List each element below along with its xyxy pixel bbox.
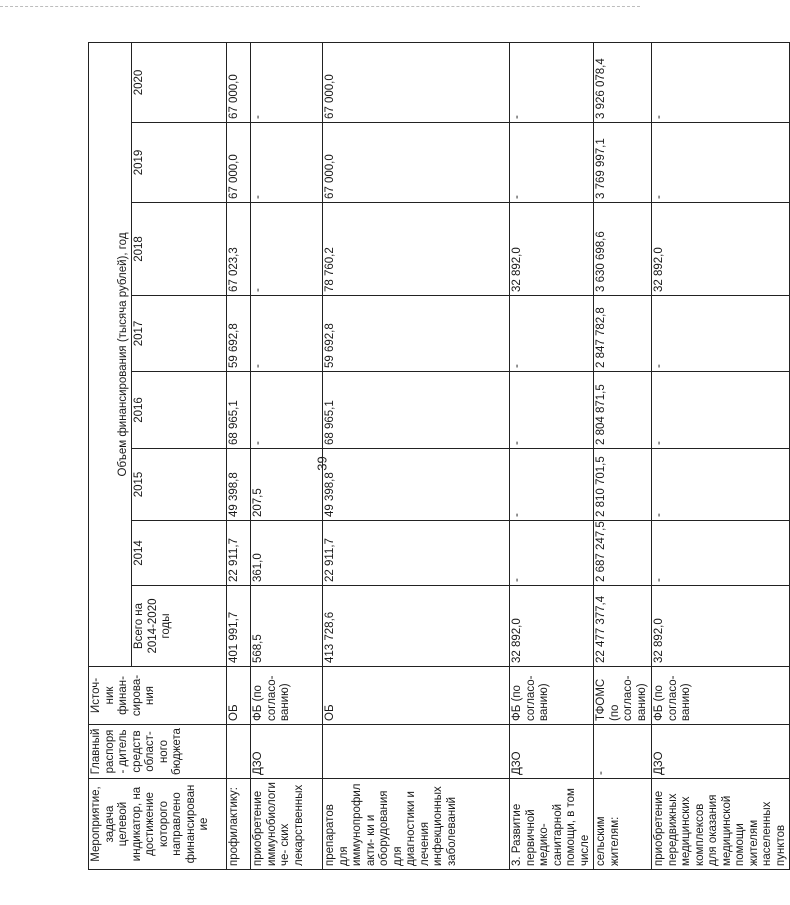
cell-value: 67 000,0 [227, 123, 251, 203]
cell-value: 2 804 871,5 [594, 372, 652, 449]
cell-value: - [652, 296, 790, 372]
table-row [227, 42, 251, 869]
cell-value: 59 692,8 [227, 296, 251, 372]
cell-value: - [251, 203, 323, 296]
cell-value: 2 687 247,5 [594, 521, 652, 586]
cell-value: - [652, 42, 790, 122]
cell-value: - [510, 521, 594, 586]
cell-value: 3 769 997,1 [594, 123, 652, 203]
header-year: 2017 [132, 296, 227, 372]
cell-value: 401 991,7 [227, 586, 251, 667]
cell-activity: приобретение иммунобиологиче- ских лекарственных [251, 779, 323, 870]
cell-value: - [251, 42, 323, 122]
cell-value: 32 892,0 [652, 203, 790, 296]
cell-value: - [251, 123, 323, 203]
page-number: 39 [314, 456, 330, 471]
cell-value: 2 847 782,8 [594, 296, 652, 372]
cell-activity: сельским жителям: [594, 779, 652, 870]
cell-value: 68 965,1 [227, 372, 251, 449]
cell-manager: ДЗО [510, 725, 594, 779]
header-year: 2018 [132, 203, 227, 296]
cell-value: - [251, 372, 323, 449]
financing-table [88, 42, 790, 870]
cell-value: 32 892,0 [510, 586, 594, 667]
header-total: Всего на 2014-2020 годы [132, 586, 227, 667]
cell-value: 32 892,0 [510, 203, 594, 296]
cell-value: 207,5 [251, 449, 323, 521]
cell-manager: - [594, 725, 652, 779]
cell-manager [227, 725, 251, 779]
cell-value: 22 911,7 [227, 521, 251, 586]
cell-value: 22 477 377,4 [594, 586, 652, 667]
cell-value: 67 023,3 [227, 203, 251, 296]
cell-source: ФБ (по согласо- ванию) [510, 667, 594, 725]
table-row [251, 42, 323, 869]
header-manager: Главный распоря- дитель средств област- ного бюджета [89, 725, 227, 779]
cell-value: - [652, 449, 790, 521]
cell-value: 22 911,7 [323, 521, 510, 586]
cell-value: 67 000,0 [323, 42, 510, 122]
table-row [323, 42, 510, 869]
cell-value: - [510, 42, 594, 122]
cell-value: 68 965,1 [323, 372, 510, 449]
cell-activity: профилактику: [227, 779, 251, 870]
cell-value: 3 630 698,6 [594, 203, 652, 296]
cell-value: 32 892,0 [652, 586, 790, 667]
cell-source: ФБ (по согласо- ванию) [652, 667, 790, 725]
cell-value: 568,5 [251, 586, 323, 667]
cell-source: ОБ [323, 667, 510, 725]
header-source: Источ- ник финан- сирова- ния [89, 667, 227, 725]
cell-value: - [652, 123, 790, 203]
cell-value: 361,0 [251, 521, 323, 586]
cell-activity: приобретение передвижных медицинских комплексов для оказания медицинской помощи жителям населенных пунктов [652, 779, 790, 870]
cell-manager: ДЗО [251, 725, 323, 779]
cell-value: 49 398,8 [227, 449, 251, 521]
cell-value: - [652, 521, 790, 586]
cell-value: 67 000,0 [227, 42, 251, 122]
cell-value: - [510, 123, 594, 203]
cell-value: - [510, 296, 594, 372]
cell-value: 67 000,0 [323, 123, 510, 203]
header-year: 2020 [132, 42, 227, 122]
rotated-table-container [88, 43, 787, 870]
cell-source: ТФОМС (по согласо- ванию) [594, 667, 652, 725]
header-row [89, 42, 132, 869]
table-row [510, 42, 594, 869]
cell-value: 59 692,8 [323, 296, 510, 372]
cell-value: - [510, 449, 594, 521]
cell-value: 413 728,6 [323, 586, 510, 667]
cell-value: - [510, 372, 594, 449]
cell-source: ФБ (по согласо- ванию) [251, 667, 323, 725]
cell-value: - [652, 372, 790, 449]
cell-manager [323, 725, 510, 779]
cell-source: ОБ [227, 667, 251, 725]
cell-value: 2 810 701,5 [594, 449, 652, 521]
page-top-line [0, 6, 640, 7]
header-year: 2015 [132, 449, 227, 521]
cell-manager: ДЗО [652, 725, 790, 779]
cell-value: - [251, 296, 323, 372]
cell-activity: 3. Развитие первичной медико- санитарной помощи, в том числе [510, 779, 594, 870]
cell-value: 78 760,2 [323, 203, 510, 296]
header-year: 2014 [132, 521, 227, 586]
cell-value: 3 926 078,4 [594, 42, 652, 122]
header-year: 2019 [132, 123, 227, 203]
header-volume: Объем финансирования (тысяча рублей), год [89, 42, 132, 666]
header-year: 2016 [132, 372, 227, 449]
table-row [594, 42, 652, 869]
header-activity: Мероприятие, задача целевой индикатор, на достижение которого направлено финансирование [89, 779, 227, 870]
cell-value: 49 398,8 [323, 449, 510, 521]
cell-activity: препаратов для иммунопрофилакти- ки и оборудования для диагностики и лечения инфекционных заболеваний [323, 779, 510, 870]
table-row [652, 42, 790, 869]
